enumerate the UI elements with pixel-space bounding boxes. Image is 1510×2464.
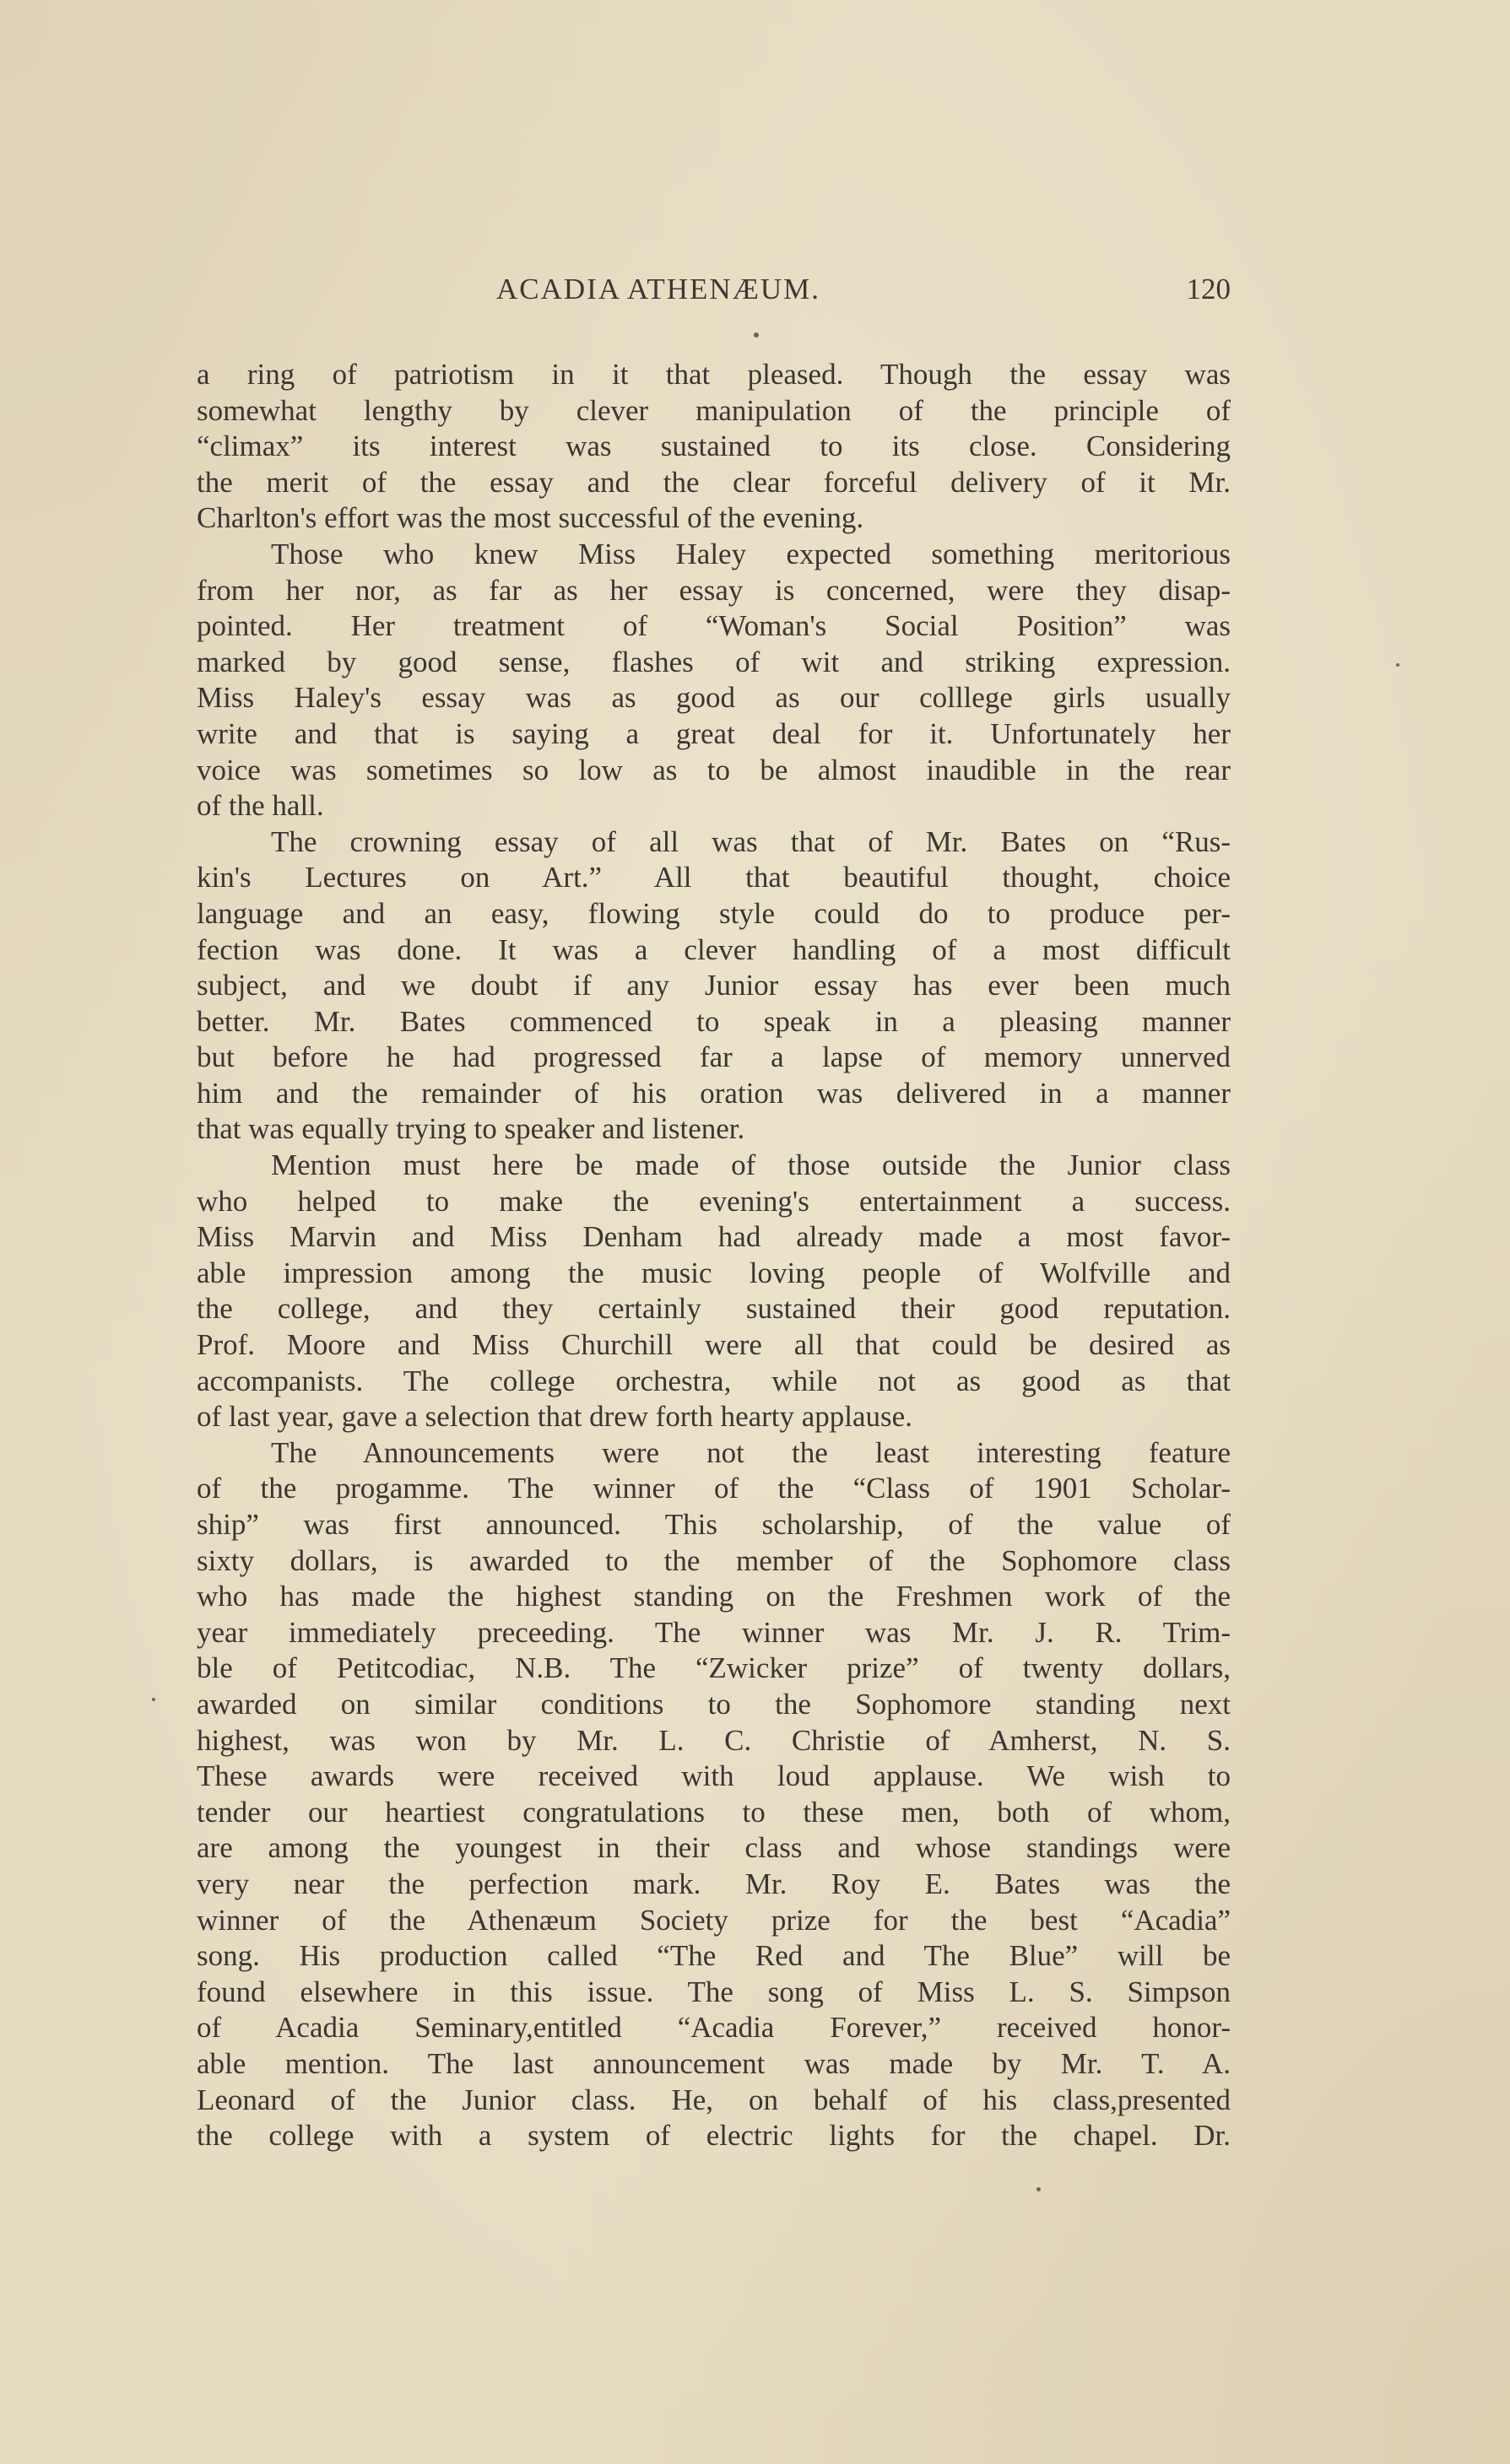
text-line: “climax” its interest was sustained to its close. Considering [197,430,1231,463]
text-line: of Acadia Seminary,entitled “Acadia Forever,” received honor- [197,2011,1231,2045]
paragraph-first-line: Those who knew Miss Haley expected something meritorious [271,537,1231,570]
text-line: the merit of the essay and the clear forceful delivery of it Mr. [197,465,1231,499]
text-line: marked by good sense, flashes of wit and striking expression. [197,645,1231,678]
text-line: These awards were received with loud applause. We wish to [197,1759,1231,1793]
text-line: year immediately preceeding. The winner was Mr. J. R. Trim- [197,1615,1231,1649]
text-line: found elsewhere in this issue. The song of Miss L. S. Simpson [197,1975,1231,2008]
text-line: are among the youngest in their class and whose standings were [197,1831,1231,1865]
print-speck [152,1698,155,1701]
text-line: Charlton's effort was the most successful of the evening. [197,501,864,535]
paragraph-first-line: The Announcements were not the least interesting feature [271,1435,1231,1469]
text-line: him and the remainder of his oration was delivered in a manner [197,1076,1231,1110]
text-line: fection was done. It was a clever handling of a most difficult [197,932,1231,966]
text-line: somewhat lengthy by clever manipulation of the principle of [197,393,1231,427]
text-line: of the progamme. The winner of the “Class of 1901 Scholar- [197,1472,1231,1505]
text-line: song. His production called “The Red and The Blue” will be [197,1939,1231,1973]
text-line: Prof. Moore and Miss Churchill were all that could be desired as [197,1328,1231,1362]
text-line: the college with a system of electric lights for the chapel. Dr. [197,2119,1231,2153]
text-line: voice was sometimes so low as to be almost inaudible in the rear [197,753,1231,786]
print-speck [754,332,759,338]
text-line: ship” was first announced. This scholarship, of the value of [197,1508,1231,1541]
text-line: able mention. The last announcement was made by Mr. T. A. [197,2046,1231,2080]
text-line: Leonard of the Junior class. He, on behalf of his class,presented [197,2083,1231,2116]
text-line: sixty dollars, is awarded to the member of the Sophomore class [197,1543,1231,1577]
text-line: winner of the Athenæum Society prize for the best “Acadia” [197,1903,1231,1937]
text-line: of the hall. [197,789,324,823]
article-body [197,357,1231,2154]
text-line: who has made the highest standing on the Freshmen work of the [197,1580,1231,1613]
text-line: that was equally trying to speaker and listener. [197,1112,745,1146]
text-line: better. Mr. Bates commenced to speak in a pleasing manner [197,1004,1231,1038]
text-line: of last year, gave a selection that drew forth hearty applause. [197,1400,912,1434]
print-speck [1396,663,1399,667]
text-line: kin's Lectures on Art.” All that beautiful thought, choice [197,861,1231,894]
running-title: ACADIA ATHENÆUM. [496,273,820,305]
text-line: able impression among the music loving people of Wolfville and [197,1256,1231,1289]
text-line: language and an easy, flowing style could do to produce per- [197,896,1231,930]
text-line: awarded on similar conditions to the Sophomore standing next [197,1687,1231,1721]
text-line: ble of Petitcodiac, N.B. The “Zwicker prize” of twenty dollars, [197,1651,1231,1685]
text-line: the college, and they certainly sustained their good reputation. [197,1292,1231,1326]
text-line: pointed. Her treatment of “Woman's Social Position” was [197,609,1231,643]
paragraph-first-line: The crowning essay of all was that of Mr. Bates on “Rus- [271,824,1231,858]
paragraph-first-line: Mention must here be made of those outside the Junior class [271,1148,1231,1182]
text-line: Miss Haley's essay was as good as our colllege girls usually [197,681,1231,715]
text-line: accompanists. The college orchestra, while not as good as that [197,1364,1231,1397]
text-line: a ring of patriotism in it that pleased. Though the essay was [197,358,1231,391]
text-line: highest, was won by Mr. L. C. Christie of Amherst, N. S. [197,1723,1231,1757]
text-line: tender our heartiest congratulations to these men, both of whom, [197,1795,1231,1829]
page-number: 120 [1186,273,1231,305]
page-header [197,273,1231,315]
text-line: who helped to make the evening's entertainment a success. [197,1184,1231,1218]
text-line: very near the perfection mark. Mr. Roy E. Bates was the [197,1867,1231,1900]
text-line: subject, and we doubt if any Junior essay has ever been much [197,969,1231,1002]
text-line: but before he had progressed far a lapse of memory unnerved [197,1040,1231,1074]
text-line: write and that is saying a great deal for it. Unfortunately her [197,716,1231,750]
print-speck [1036,2187,1041,2191]
text-line: Miss Marvin and Miss Denham had already made a most favor- [197,1220,1231,1254]
text-line: from her nor, as far as her essay is concerned, were they disap- [197,573,1231,607]
